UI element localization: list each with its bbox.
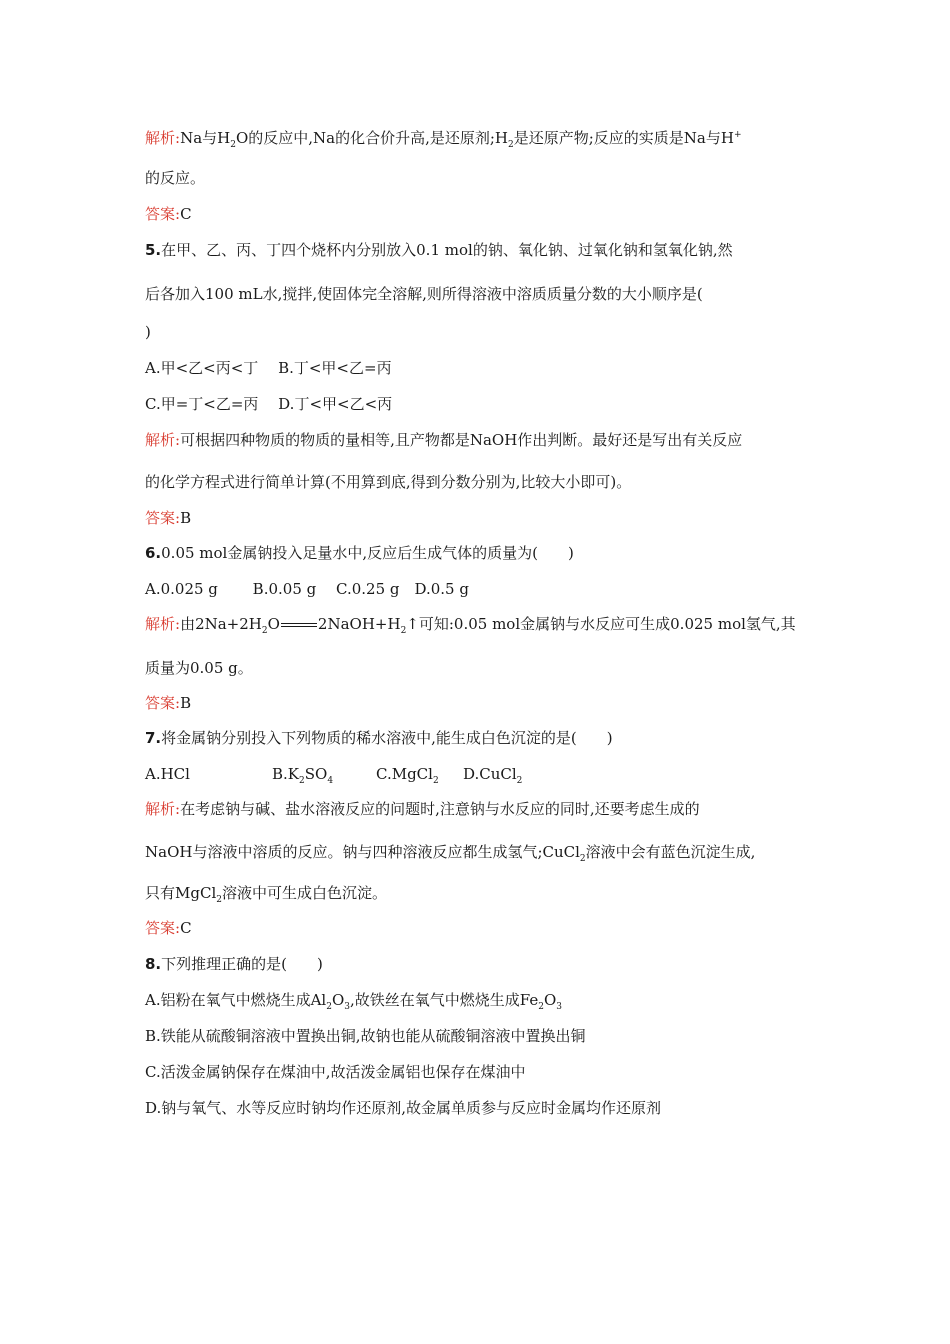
analysis-label: 解析: (145, 129, 181, 147)
question-number: 8. (145, 955, 162, 973)
q4-analysis-line1: 解析:Na与$H_2O$的反应中,Na的化合价升高,是还原剂$;H_2$是还原产物;反应的实质是Na与H+ (145, 129, 742, 150)
answer-label: 答案: (145, 509, 181, 527)
q6-analysis-line2: 质量为0.05 g。 (145, 659, 253, 677)
q5-options-line1: A.甲<乙<丙<丁 B.丁<甲<乙=丙 (145, 359, 392, 377)
q4-analysis-line2: 的反应。 (145, 169, 206, 187)
q5-analysis-line1: 解析:可根据四种物质的物质的量相等,且产物都是NaOH作出判断。最好还是写出有关反应 (145, 431, 743, 449)
q6-answer: 答案:B (145, 694, 192, 712)
q7-analysis-line2: NaOH与溶液中溶质的反应。钠与四种溶液反应都生成氢气;CuCl$_2$溶液中会有蓝色沉淀生成, (145, 843, 756, 864)
question-number: 6. (145, 544, 162, 562)
q5-analysis-line2: 的化学方程式进行简单计算(不用算到底,得到分数分别为,比较大小即可)。 (145, 473, 632, 491)
q5-stem-line3: ) (145, 323, 151, 341)
q5-options-line2: C.甲=丁<乙=丙 D.丁<甲<乙<丙 (145, 395, 393, 413)
analysis-label: 解析: (145, 431, 181, 449)
answer-label: 答案: (145, 205, 181, 223)
option-c: C.MgCl$_2$ (376, 765, 439, 786)
option-d: D.CuCl$_2$ (463, 765, 523, 786)
q5-stem-line2: 后各加入100 mL水,搅拌,使固体完全溶解,则所得溶液中溶质质量分数的大小顺序是( (145, 285, 703, 303)
q8-option-c: C.活泼金属钠保存在煤油中,故活泼金属铝也保存在煤油中 (145, 1063, 526, 1081)
option-b: $B.K_2SO_4$ (272, 765, 334, 786)
q8-stem: 8.下列推理正确的是( ) (145, 955, 323, 973)
question-number: 7. (145, 729, 162, 747)
equals-sign (281, 623, 317, 627)
q8-option-a: A.铝粉在氧气中燃烧生成$Al_2O_3$,故铁丝在氧气中燃烧生成$Fe_2O_3$ (145, 991, 563, 1012)
q7-answer: 答案:C (145, 919, 192, 937)
q7-analysis-line1: 解析:在考虑钠与碱、盐水溶液反应的问题时,注意钠与水反应的同时,还要考虑生成的 (145, 800, 700, 818)
q8-option-b: B.铁能从硫酸铜溶液中置换出铜,故钠也能从硫酸铜溶液中置换出铜 (145, 1027, 586, 1045)
answer-label: 答案: (145, 919, 181, 937)
question-number: 5. (145, 241, 162, 259)
q6-options: A.0.025 g B.0.05 g C.0.25 g D.0.5 g (145, 580, 469, 598)
q8-option-d: D.钠与氧气、水等反应时钠均作还原剂,故金属单质参与反应时金属均作还原剂 (145, 1099, 662, 1117)
analysis-label: 解析: (145, 800, 181, 818)
q6-analysis-line1: 解析:由$2Na+2H_2O$ $2NaOH+H_2↑$可知:0.05 mol金属钠与水反应可生成0.025 mol氢气,其 (145, 615, 796, 636)
analysis-label: 解析: (145, 615, 181, 633)
answer-label: 答案: (145, 694, 181, 712)
option-a: A.HCl (145, 765, 190, 783)
q7-analysis-line3: 只有MgCl$_2$溶液中可生成白色沉淀。 (145, 884, 387, 905)
q4-answer: 答案:C (145, 205, 192, 223)
q7-stem: 7.将金属钠分别投入下列物质的稀水溶液中,能生成白色沉淀的是( ) (145, 729, 613, 747)
q6-stem: 6.0.05 mol金属钠投入足量水中,反应后生成气体的质量为( ) (145, 544, 574, 562)
q5-stem-line1: 5.在甲、乙、丙、丁四个烧杯内分别放入0.1 mol的钠、氧化钠、过氧化钠和氢氧化钠,然 (145, 241, 733, 259)
q5-answer: 答案:B (145, 509, 192, 527)
